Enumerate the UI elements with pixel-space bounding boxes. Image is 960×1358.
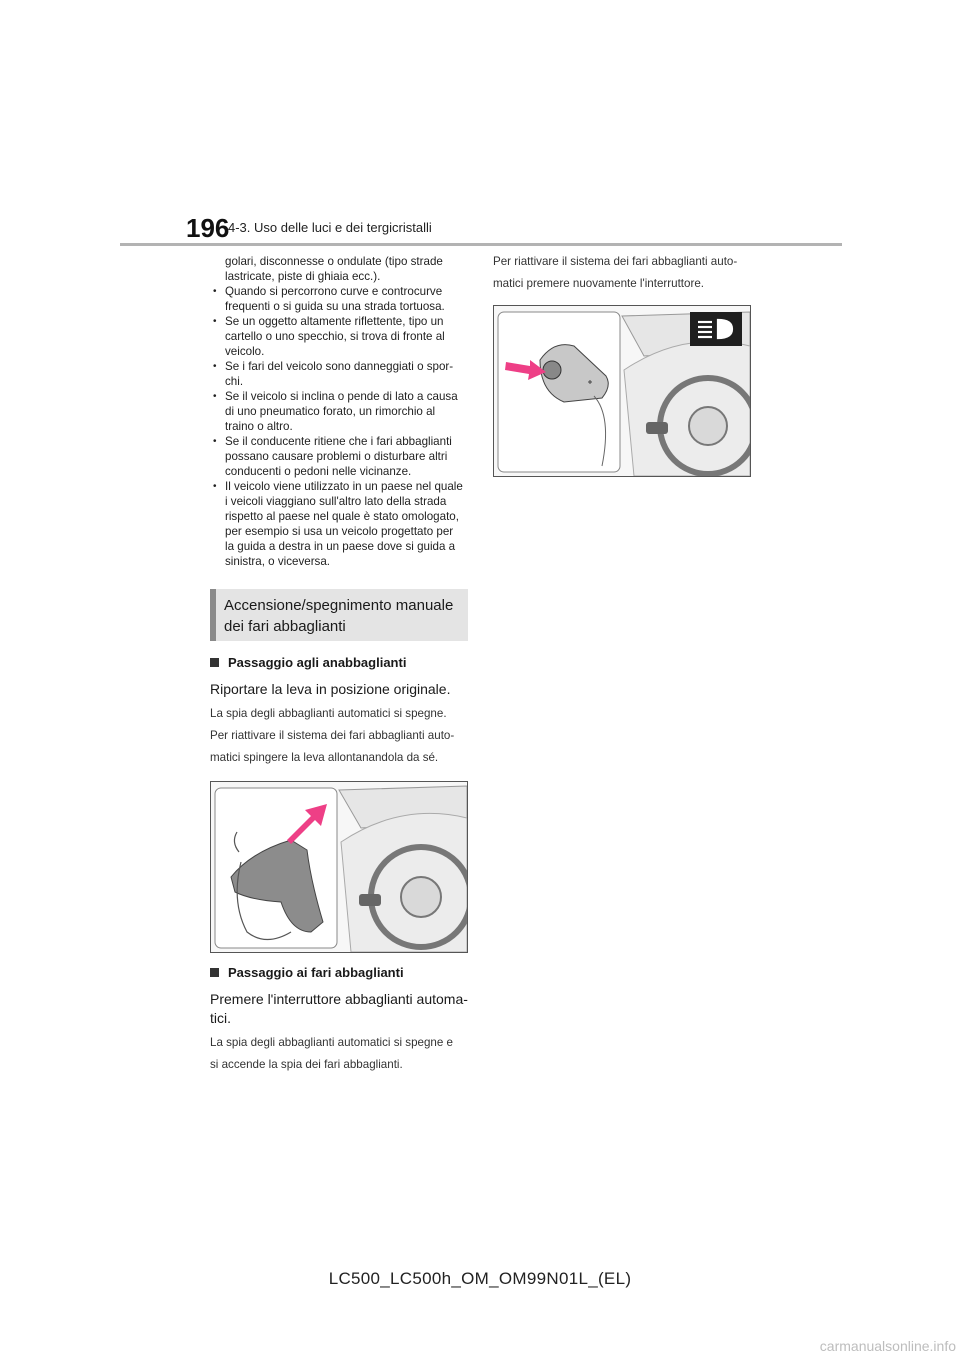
note-line: matici premere nuovamente l'interruttore.: [493, 277, 704, 290]
condition-list: [210, 284, 472, 569]
list-item: [210, 479, 472, 569]
list-item-line: Quando si percorrono curve e controcurve: [225, 285, 443, 298]
list-item-line: chi.: [225, 375, 244, 388]
list-item: [210, 314, 472, 359]
note-line: Per riattivare il sistema dei fari abbaglianti auto-: [210, 729, 455, 742]
list-item-line: Se il veicolo si inclina o pende di lato a causa: [225, 390, 458, 403]
lever-push-illustration: [210, 781, 468, 953]
page-number: 196: [186, 213, 230, 243]
list-item: [210, 389, 472, 434]
list-item-line: rispetto al paese nel quale è stato omologato,: [225, 510, 459, 523]
square-bullet-icon: [210, 968, 219, 977]
list-item: [210, 359, 472, 389]
continuation-text: [225, 254, 472, 284]
list-item-line: i veicoli viaggiano sull'altro lato della strada: [225, 495, 447, 508]
note-text: La spia degli abbaglianti automatici si spegne.: [210, 707, 447, 720]
list-item-line: sinistra, o viceversa.: [225, 555, 331, 568]
note-text: [493, 251, 755, 295]
note-text: [210, 1032, 472, 1076]
list-item-line: per esempio si usa un veicolo progettato per: [225, 525, 454, 538]
square-bullet-icon: [210, 658, 219, 667]
right-column: [493, 254, 755, 477]
section-heading-line: dei fari abbaglianti: [224, 618, 346, 635]
subheading-text: Passaggio ai fari abbaglianti: [228, 965, 404, 980]
list-item-line: traino o altro.: [225, 420, 293, 433]
section-heading: [210, 589, 468, 641]
list-item-line: Il veicolo viene utilizzato in un paese nel quale: [225, 480, 463, 493]
list-item-line: cartello o uno specchio, si trova di fronte al: [225, 330, 445, 343]
instruction-text: [210, 990, 472, 1028]
list-item-line: veicolo.: [225, 345, 265, 358]
instruction-line: tici.: [210, 1010, 231, 1026]
list-item: [210, 434, 472, 479]
list-item-line: frequenti o si guida su una strada tortuosa.: [225, 300, 445, 313]
subheading-low-beam: [210, 655, 472, 670]
section-title: 4-3. Uso delle luci e dei tergicristalli: [228, 220, 432, 235]
subheading-high-beam: [210, 965, 472, 980]
note-line: La spia degli abbaglianti automatici si spegne e: [210, 1036, 453, 1049]
list-item-line: conducenti o pedoni nelle vicinanze.: [225, 465, 412, 478]
section-heading-line: Accensione/spegnimento manuale: [224, 597, 454, 614]
subheading-text: Passaggio agli anabbaglianti: [228, 655, 407, 670]
list-item-line: di uno pneumatico forato, un rimorchio al: [225, 405, 436, 418]
instruction-line: Premere l'interruttore abbaglianti automa-: [210, 991, 468, 1007]
header-rule: [120, 243, 842, 246]
document-code: LC500_LC500h_OM_OM99N01L_(EL): [328, 1269, 632, 1288]
watermark: carmanualsonline.info: [819, 1338, 956, 1354]
list-item-line: Se il conducente ritiene che i fari abbaglianti: [225, 435, 452, 448]
list-item-line: la guida a destra in un paese dove si guida a: [225, 540, 456, 553]
note-line: matici spingere la leva allontanandola da sé.: [210, 751, 439, 764]
note-line: si accende la spia dei fari abbaglianti.: [210, 1058, 403, 1071]
left-column: [210, 254, 472, 1076]
continuation-line: lastricate, piste di ghiaia ecc.).: [225, 270, 381, 283]
list-item: [210, 284, 472, 314]
list-item-line: Se un oggetto altamente riflettente, tipo un: [225, 315, 444, 328]
list-item-line: possano causare problemi o disturbare altri: [225, 450, 448, 463]
continuation-line: golari, disconnesse o ondulate (tipo strade: [225, 255, 443, 268]
note-text: [210, 725, 472, 769]
instruction-text: Riportare la leva in posizione originale.: [210, 681, 451, 697]
list-item-line: Se i fari del veicolo sono danneggiati o spor-: [225, 360, 454, 373]
switch-press-illustration: [493, 305, 751, 477]
note-line: Per riattivare il sistema dei fari abbaglianti auto-: [493, 255, 738, 268]
